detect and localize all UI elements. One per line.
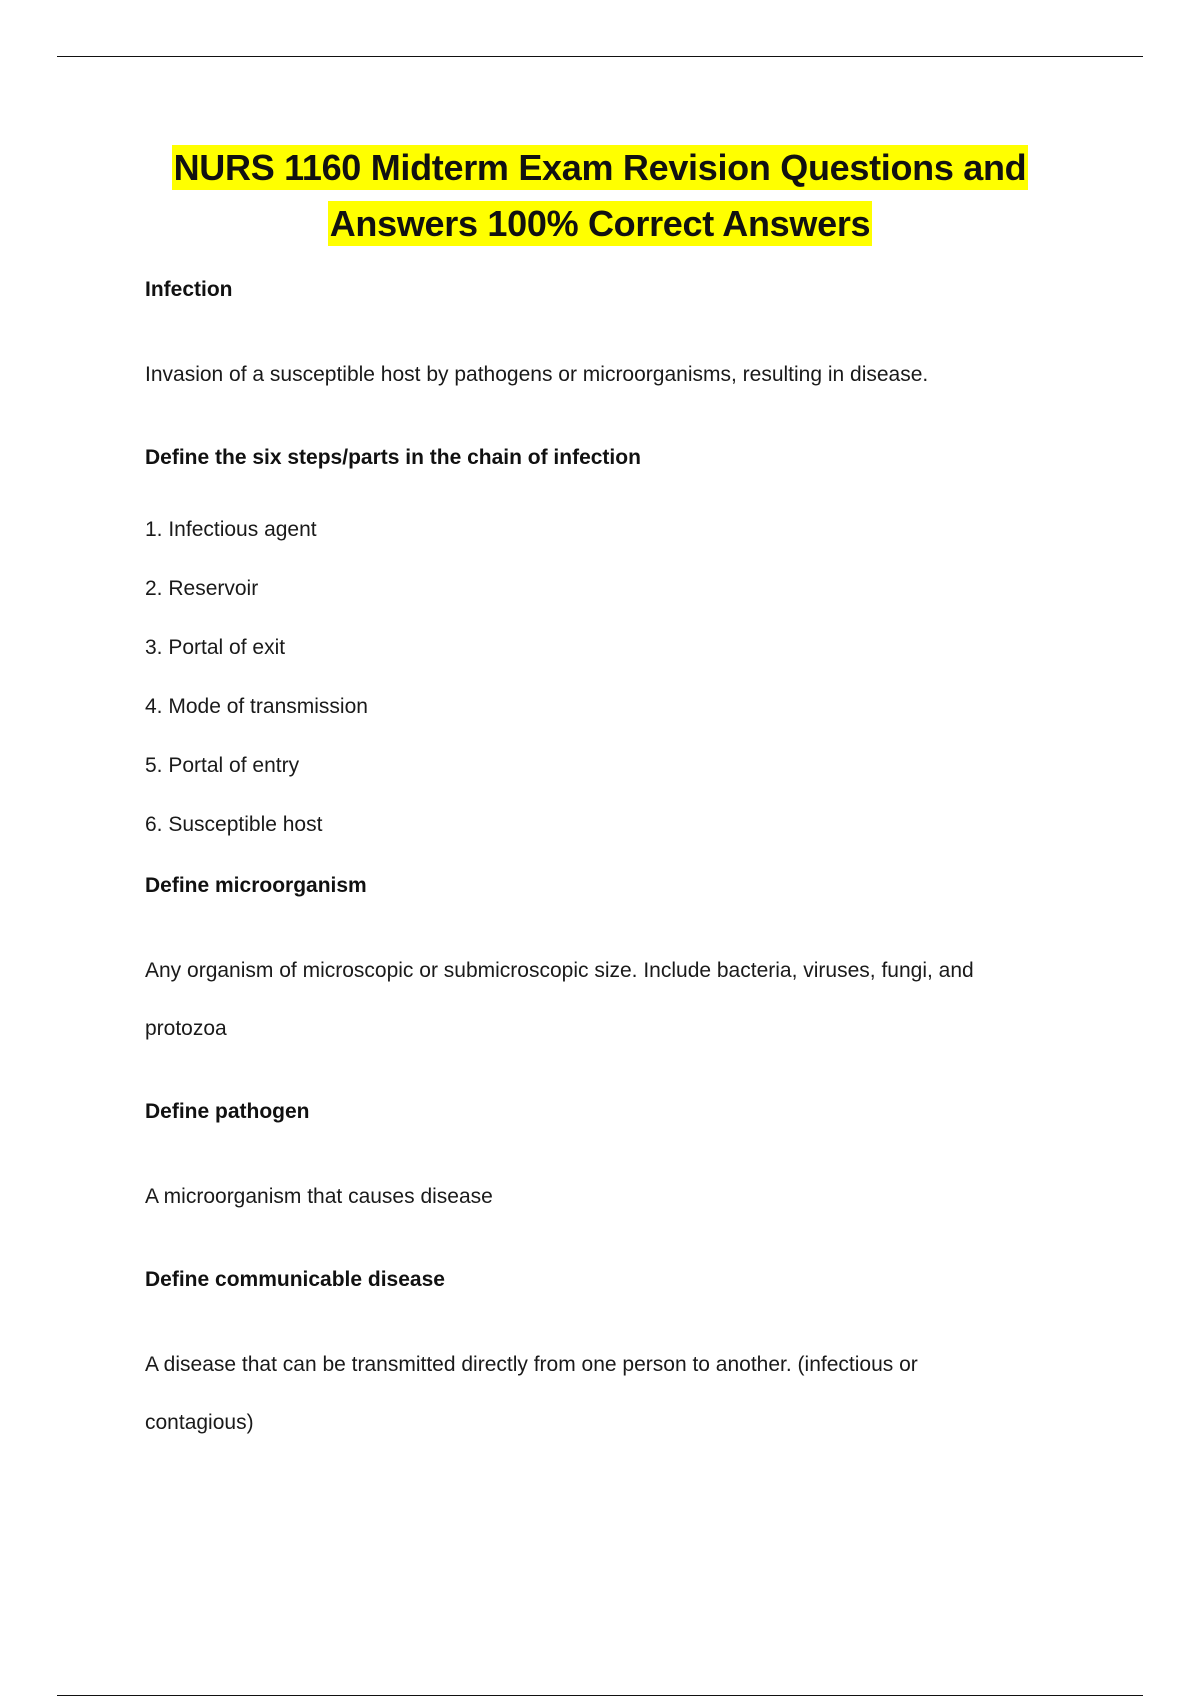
- answer-microorganism-line-1: Any organism of microscopic or submicroscopic size. Include bacteria, viruses, fungi, and: [145, 959, 974, 982]
- answer-communicable-disease-line-2: contagious): [145, 1411, 254, 1434]
- list-item: 5. Portal of entry: [145, 754, 300, 777]
- list-item: 2. Reservoir: [145, 577, 259, 600]
- question-communicable-disease: Define communicable disease: [145, 1268, 445, 1291]
- question-infection: Infection: [145, 278, 233, 301]
- question-chain-of-infection: Define the six steps/parts in the chain of infection: [145, 446, 641, 469]
- document-title: [0, 140, 1200, 252]
- top-rule: [57, 56, 1143, 57]
- answer-infection: Invasion of a susceptible host by pathogens or microorganisms, resulting in disease.: [145, 363, 929, 386]
- qa-content: [145, 270, 1045, 1452]
- bottom-rule: [57, 1695, 1143, 1696]
- question-microorganism: Define microorganism: [145, 874, 367, 897]
- question-pathogen: Define pathogen: [145, 1100, 310, 1123]
- title-line-1: NURS 1160 Midterm Exam Revision Questions and: [173, 147, 1027, 188]
- answer-pathogen: A microorganism that causes disease: [145, 1185, 493, 1208]
- list-item: 4. Mode of transmission: [145, 695, 368, 718]
- chain-of-infection-list: [145, 500, 1045, 854]
- list-item: 3. Portal of exit: [145, 636, 286, 659]
- answer-communicable-disease-line-1: A disease that can be transmitted directly from one person to another. (infectious or: [145, 1353, 918, 1376]
- list-item: 6. Susceptible host: [145, 813, 323, 836]
- list-item: 1. Infectious agent: [145, 518, 317, 541]
- answer-microorganism-line-2: protozoa: [145, 1017, 227, 1040]
- title-line-2: Answers 100% Correct Answers: [329, 203, 871, 244]
